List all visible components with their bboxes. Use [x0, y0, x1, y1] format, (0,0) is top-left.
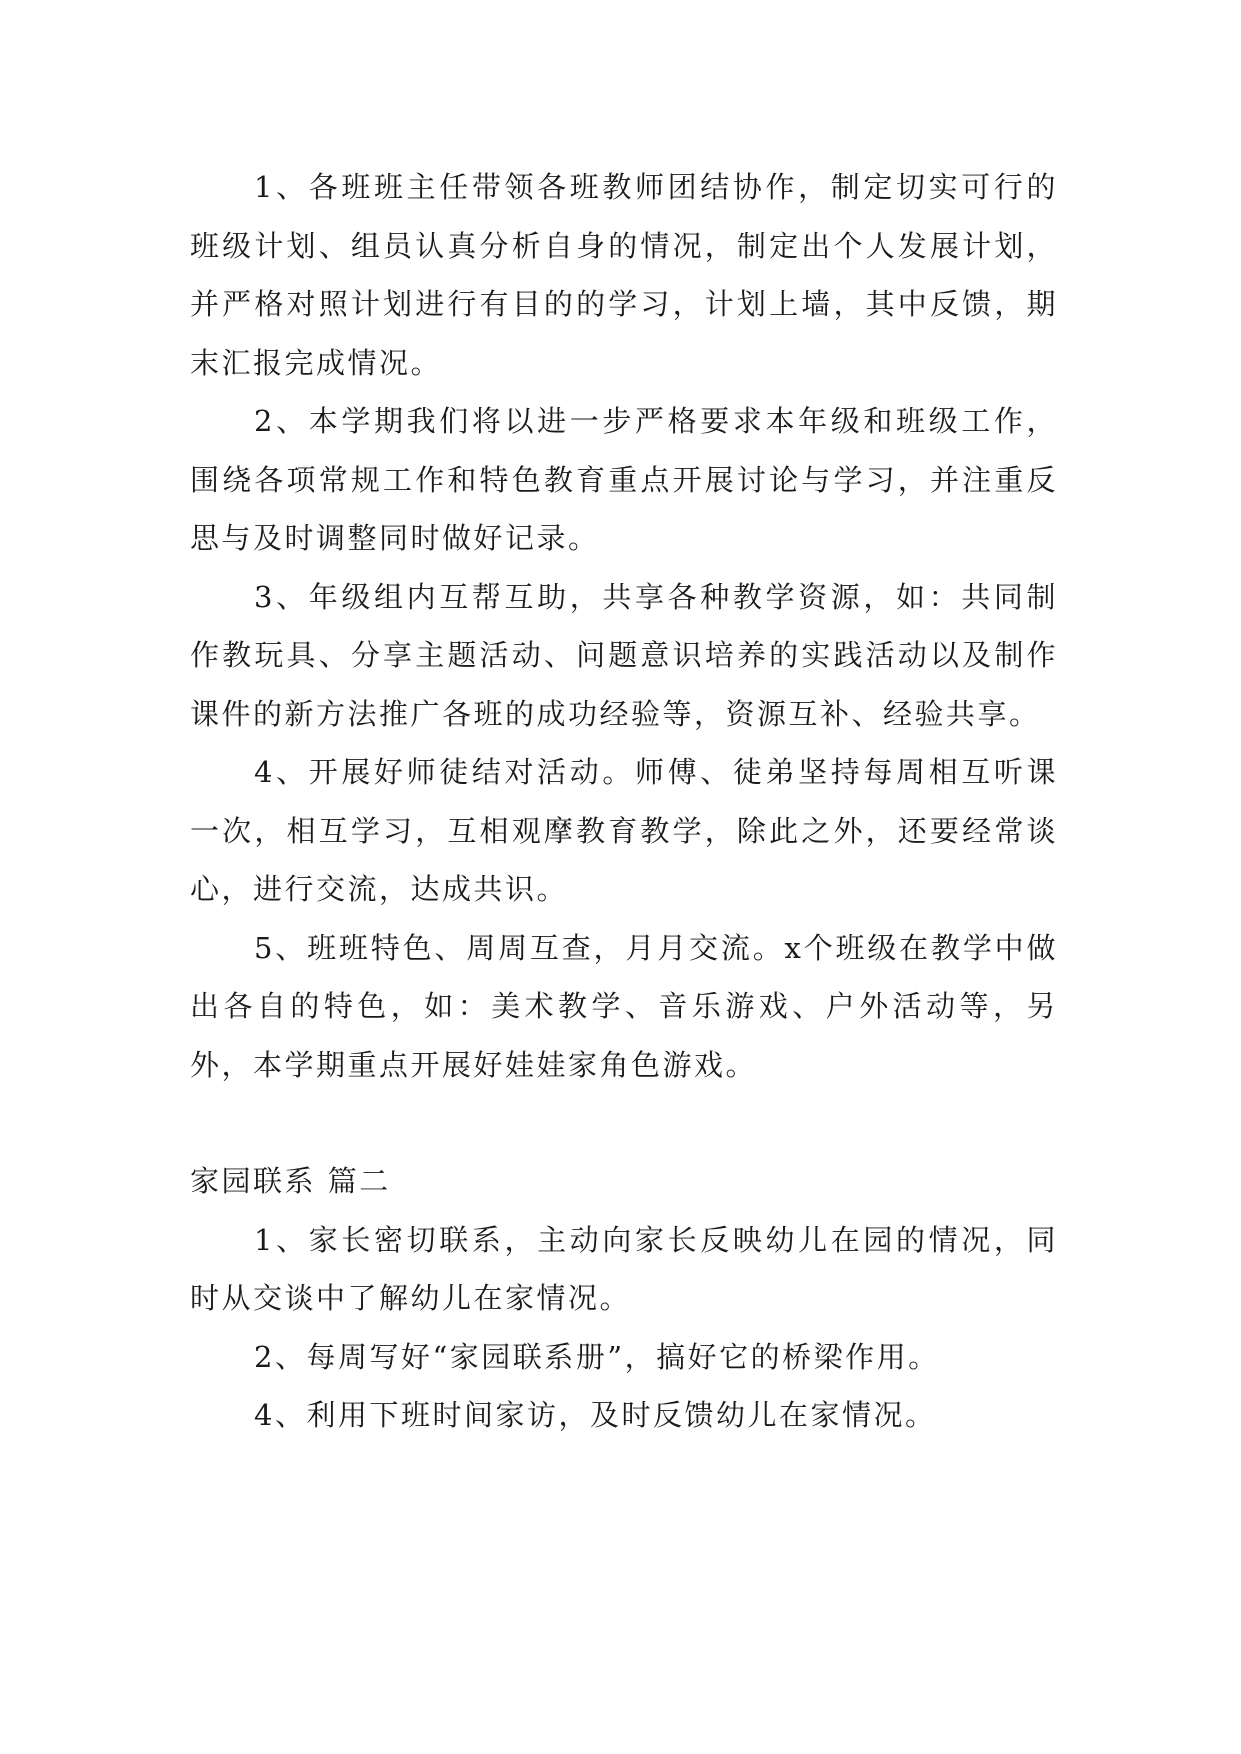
- paragraph-8: 4、利用下班时间家访，及时反馈幼儿在家情况。: [254, 1398, 937, 1432]
- section-heading: 家园联系 篇二: [190, 1164, 391, 1198]
- paragraph-4: 4、开展好师徒结对活动。师傅、徒弟坚持每周相互听课一次，相互学习，互相观摩教育教学，除此之外，还要经常谈心，进行交流，达成共识。: [190, 755, 1058, 906]
- paragraph-3: 3、年级组内互帮互助，共享各种教学资源，如：共同制作教玩具、分享主题活动、问题意识培养的实践活动以及制作课件的新方法推广各班的成功经验等，资源互补、经验共享。: [190, 579, 1058, 731]
- paragraph-6: 1、家长密切联系，主动向家长反映幼儿在园的情况，同时从交谈中了解幼儿在家情况。: [190, 1222, 1058, 1315]
- document-body: [190, 158, 1058, 1445]
- paragraph-1: 1、各班班主任带领各班教师团结协作，制定切实可行的班级计划、组员认真分析自身的情况，制定出个人发展计划，并严格对照计划进行有目的的学习，计划上墙，其中反馈，期末汇报完成情况。: [190, 170, 1058, 380]
- paragraph-5: 5、班班特色、周周互查，月月交流。x个班级在教学中做出各自的特色，如：美术教学、音乐游戏、户外活动等，另外，本学期重点开展好娃娃家角色游戏。: [190, 930, 1058, 1082]
- paragraph-2: 2、本学期我们将以进一步严格要求本年级和班级工作，围绕各项常规工作和特色教育重点开展讨论与学习，并注重反思与及时调整同时做好记录。: [190, 404, 1058, 555]
- paragraph-7: 2、每周写好“家园联系册”，搞好它的桥梁作用。: [254, 1339, 940, 1374]
